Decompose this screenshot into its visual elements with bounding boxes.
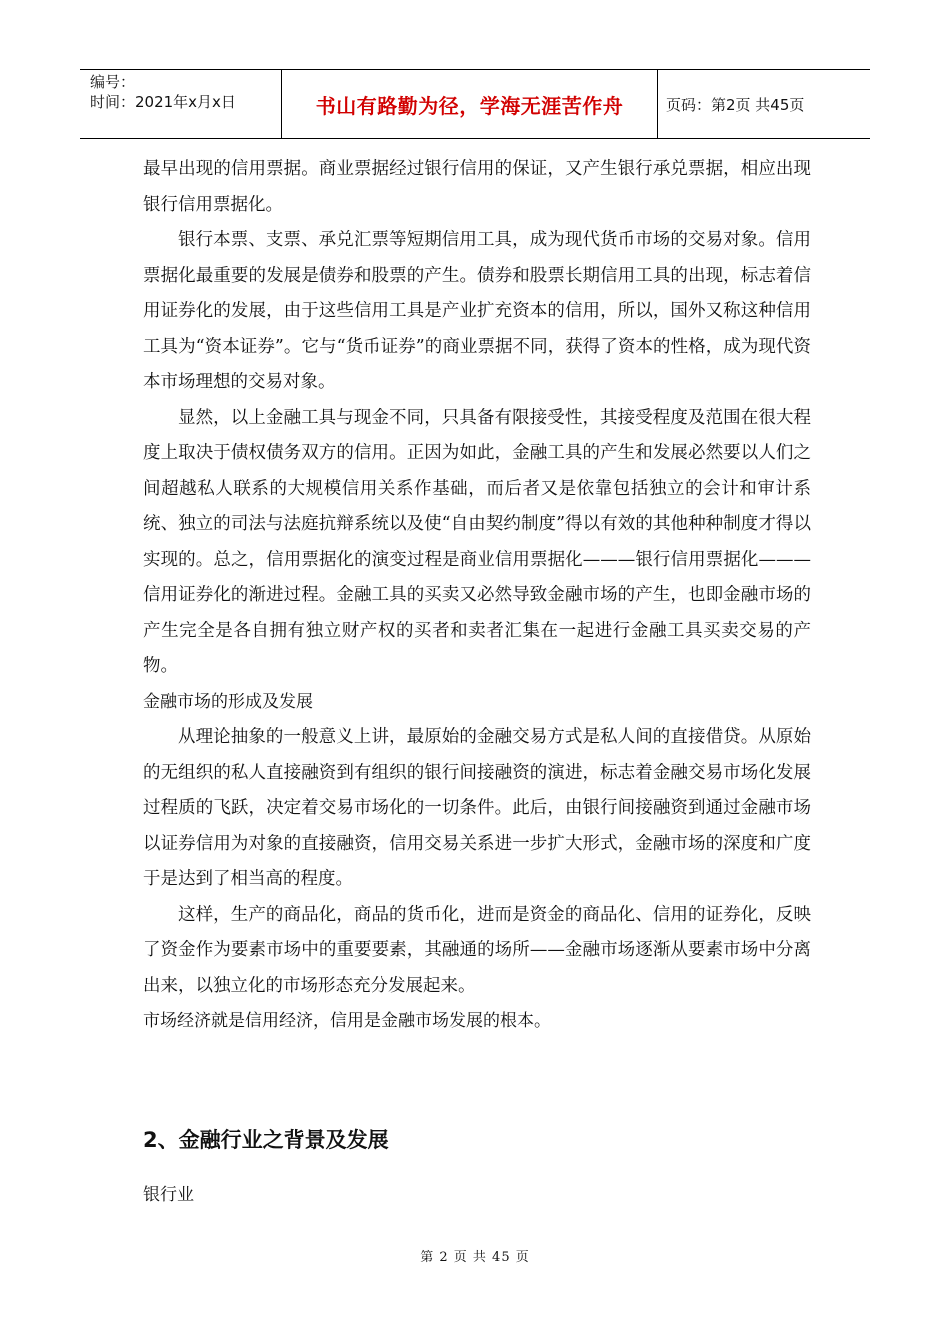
paragraph-conclusion: 市场经济就是信用经济，信用是金融市场发展的根本。 bbox=[143, 1011, 551, 1031]
document-body bbox=[143, 152, 811, 1040]
section-heading: 2、金融行业之背景及发展 bbox=[143, 1128, 389, 1152]
paragraph: 显然，以上金融工具与现金不同，只具备有限接受性，其接受程度及范围在很大程度上取决于债权债务双方的信用。正因为如此，金融工具的产生和发展必然要以人们之间超越私人联系的大规模信用关系作基础，而后者又是依靠包括独立的会计和审计系统、独立的司法与法庭抗辩系统以及使“自由契约制度”得以有效的其他种种制度才得以实现的。总之，信用票据化的演变过程是商业信用票据化———银行信用票据化———信用证券化的渐进过程。金融工具的买卖又必然导致金融市场的产生，也即金融市场的产生完全是各自拥有独立财产权的买者和卖者汇集在一起进行金融工具买卖交易的产物。 bbox=[143, 407, 811, 676]
paragraph-continued: 最早出现的信用票据。商业票据经过银行信用的保证，又产生银行承兑票据，相应出现银行信用票据化。 bbox=[143, 159, 811, 215]
document-header bbox=[80, 69, 870, 139]
subheading-financial-market: 金融市场的形成及发展 bbox=[143, 691, 313, 712]
header-page-info: 页码：第2页 共45页 bbox=[666, 95, 805, 114]
paragraph: 这样，生产的商品化，商品的货币化，进而是资金的商品化、信用的证券化，反映了资金作为要素市场中的重要要素，其融通的场所——金融市场逐渐从要素市场中分离出来，以独立化的市场形态充分发展起来。 bbox=[143, 904, 811, 996]
paragraph: 银行本票、支票、承兑汇票等短期信用工具，成为现代货币市场的交易对象。信用票据化最重要的发展是债券和股票的产生。债券和股票长期信用工具的出现，标志着信用证券化的发展，由于这些信用工具是产业扩充资本的信用，所以，国外又称这种信用工具为“资本证券”。它与“货币证券”的商业票据不同，获得了资本的性格，成为现代资本市场理想的交易对象。 bbox=[143, 230, 811, 392]
page-footer: 第 2 页 共 45 页 bbox=[420, 1250, 530, 1265]
section-subheading: 银行业 bbox=[143, 1185, 194, 1205]
date-label: 时间：2021年x月x日 bbox=[90, 93, 236, 111]
header-meta bbox=[80, 70, 282, 138]
number-label: 编号： bbox=[90, 73, 136, 91]
header-motto: 书山有路勤为径，学海无涯苦作舟 bbox=[282, 70, 658, 138]
paragraph: 从理论抽象的一般意义上讲，最原始的金融交易方式是私人间的直接借贷。从原始的无组织的私人直接融资到有组织的银行间接融资的演进，标志着金融交易市场化发展过程质的飞跃，决定着交易市场化的一切条件。此后，由银行间接融资到通过金融市场以证券信用为对象的直接融资，信用交易关系进一步扩大形式，金融市场的深度和广度于是达到了相当高的程度。 bbox=[143, 727, 811, 889]
